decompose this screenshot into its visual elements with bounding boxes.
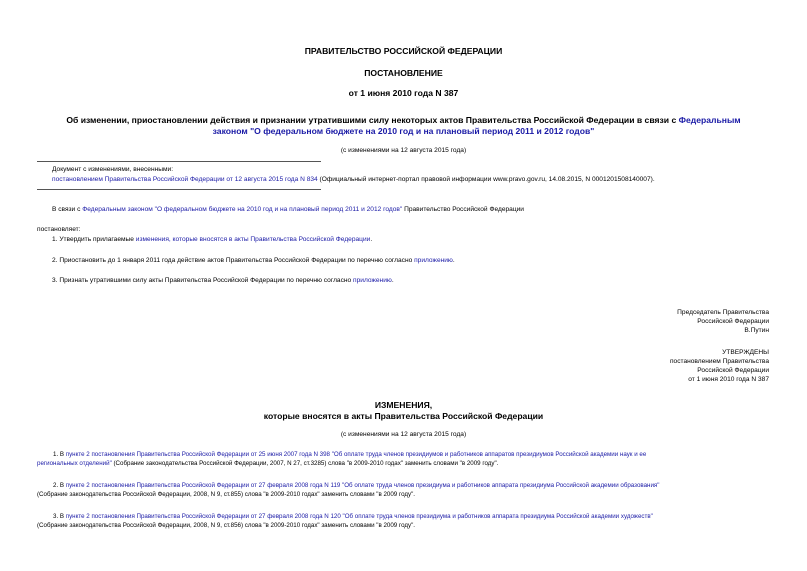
item-text: . xyxy=(370,236,373,243)
approved-line: Российской Федерации xyxy=(697,366,769,374)
approved-block xyxy=(670,349,769,385)
item-text: 2. Приостановить до 1 января 2011 года действие актов Правительства Российской Федерации по перечню согласно xyxy=(52,257,415,264)
preamble-after: Правительство Российской Федерации xyxy=(402,206,524,213)
signature-title: Председатель Правительства xyxy=(677,309,769,316)
revision-note: (с изменениями на 12 августа 2015 года) xyxy=(340,147,467,154)
resolves-word: постановляет: xyxy=(37,226,81,233)
item-1 xyxy=(52,236,372,245)
item-text: 1. Утвердить прилагаемые xyxy=(52,236,136,243)
title-text: Об изменении, приостановлении действия и признании утратившими силу некоторых актов Правительства Российской Федерации в связи с xyxy=(66,115,679,125)
amendments-label: Документ с изменениями, внесенными: xyxy=(52,166,174,173)
signature-name: В.Путин xyxy=(744,326,769,334)
changes-title: ИЗМЕНЕНИЯ, xyxy=(374,400,433,410)
appendix-link[interactable]: приложению xyxy=(353,277,392,284)
resolution-398-link[interactable]: пункте 2 постановления Правительства Российской Федерации от 25 июня 2007 года N 398 "Об оплате труда членов президиумов и работников аппаратов президиумов Российской академии наук и ее xyxy=(65,451,647,458)
change-number: 3. В xyxy=(53,513,66,520)
resolution-398-link-cont[interactable]: региональных отделений" xyxy=(37,460,112,467)
change-text: (Собрание законодательства Российской Федерации, 2007, N 27, ст.3285) слова "в 2009-2010 годах" заменить словами "в 2009 году". xyxy=(111,460,499,467)
federal-law-link-2[interactable]: законом "О федеральном бюджете на 2010 год и на плановый период 2011 и 2012 годов" xyxy=(212,125,595,136)
preamble xyxy=(52,206,524,215)
change-item-1 xyxy=(37,451,770,460)
item-text: . xyxy=(391,277,394,284)
change-item-2-cont: (Собрание законодательства Российской Федерации, 2008, N 9, ст.855) слова "в 2009-2010 годах" заменить словами "в 2009 году". xyxy=(37,491,416,498)
item-text: 3. Признать утратившими силу акты Правительства Российской Федерации по перечню согласно xyxy=(52,277,354,284)
amendments-line xyxy=(52,176,792,185)
preamble-before: В связи с xyxy=(52,206,83,213)
change-number: 2. В xyxy=(53,482,66,489)
item-3 xyxy=(52,277,394,286)
appendix-link[interactable]: приложению xyxy=(414,257,453,264)
government-heading: ПРАВИТЕЛЬСТВО РОССИЙСКОЙ ФЕДЕРАЦИИ xyxy=(304,46,503,56)
amendments-source: (Официальный интернет-портал правовой информации www.pravo.gov.ru, 14.08.2015, N 0001201508140007). xyxy=(317,176,655,183)
document-type: ПОСТАНОВЛЕНИЕ xyxy=(364,68,443,78)
signature-org: Российской Федерации xyxy=(697,317,769,325)
amending-resolution-link[interactable]: постановлением Правительства Российской Федерации от 12 августа 2015 года N 834 xyxy=(52,176,318,183)
change-item-2 xyxy=(37,482,777,491)
changes-subtitle: которые вносятся в акты Правительства Российской Федерации xyxy=(263,411,544,421)
preamble-law-link[interactable]: Федеральным законом "О федеральном бюджете на 2010 год и на плановый период 2011 и 2012 годов" xyxy=(82,206,403,213)
changes-link[interactable]: изменения, которые вносятся в акты Правительства Российской Федерации xyxy=(135,236,371,243)
resolution-120-link[interactable]: пункте 2 постановления Правительства Российской Федерации от 27 февраля 2008 года N 120 "Об оплате труда членов президиума и работников аппарата президиума Российской академии художеств" xyxy=(65,513,653,520)
divider xyxy=(37,161,321,162)
signature-block xyxy=(677,309,769,336)
item-2 xyxy=(52,257,455,266)
approved-label: УТВЕРЖДЕНЫ xyxy=(722,349,769,356)
item-text: . xyxy=(452,257,455,264)
divider xyxy=(37,189,321,190)
approved-line: постановлением Правительства xyxy=(669,357,769,365)
change-item-1-cont xyxy=(37,460,770,469)
approved-line: от 1 июня 2010 года N 387 xyxy=(688,375,769,383)
change-item-3 xyxy=(37,513,777,522)
document-date-number: от 1 июня 2010 года N 387 xyxy=(348,88,459,98)
document-title xyxy=(40,115,767,136)
resolution-119-link[interactable]: пункте 2 постановления Правительства Российской Федерации от 27 февраля 2008 года N 119 "Об оплате труда членов президиума и работников аппарата президиума Российской академии образования" xyxy=(65,482,660,489)
change-item-3-cont: (Собрание законодательства Российской Федерации, 2008, N 9, ст.856) слова "в 2009-2010 годах" заменить словами "в 2009 году". xyxy=(37,522,416,529)
change-number: 1. В xyxy=(53,451,66,458)
changes-revision-note: (с изменениями на 12 августа 2015 года) xyxy=(340,431,467,438)
federal-law-link[interactable]: Федеральным xyxy=(678,115,741,125)
